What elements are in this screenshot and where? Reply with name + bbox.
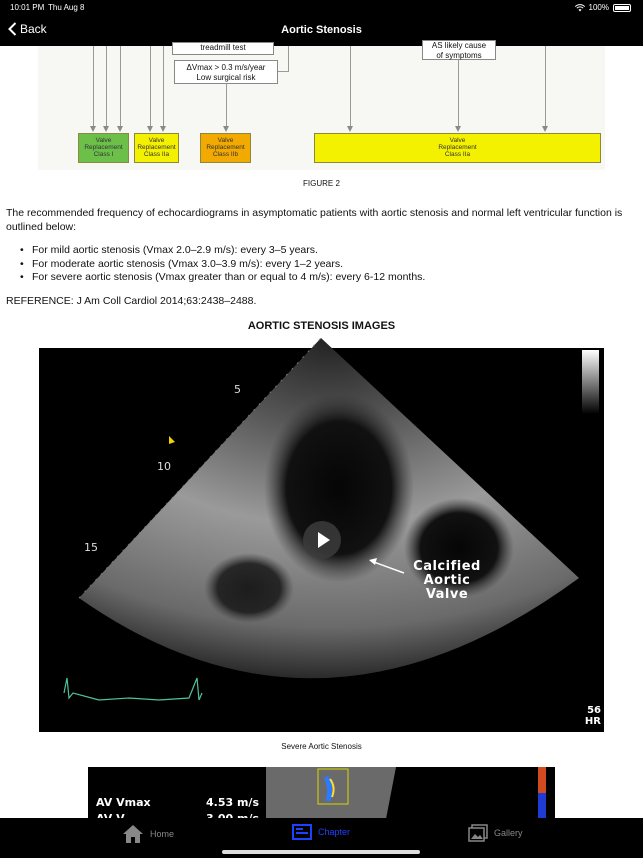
class-iia-line1: Valve — [148, 137, 165, 144]
echo-caption: Severe Aortic Stenosis — [281, 742, 362, 751]
connector-line — [458, 60, 459, 130]
connector-line — [545, 46, 546, 130]
av-vmax-label: AV Vmax — [96, 796, 151, 809]
class-i-line1: Valve — [95, 137, 112, 144]
av-vmax-row — [96, 796, 259, 809]
arrowhead — [347, 126, 353, 132]
class-iib-line2: Replacement — [206, 144, 245, 151]
connector-line — [350, 46, 351, 130]
intro-paragraph: The recommended frequency of echocardiograms in asymptomatic patients with aortic stenosis and normal left ventricular function is outlined below: — [6, 207, 623, 233]
list-item: • For severe aortic stenosis (Vmax greater than or equal to 4 m/s): every 6-12 months. — [20, 271, 425, 285]
echo-video[interactable] — [39, 348, 604, 732]
grayscale-bar — [582, 350, 599, 414]
arrowhead — [542, 126, 548, 132]
vmax-line1: ΔVmax > 0.3 m/s/year — [186, 63, 266, 72]
battery-percent: 100% — [588, 3, 609, 12]
section-title: AORTIC STENOSIS IMAGES — [247, 320, 396, 332]
list-item: • For mild aortic stenosis (Vmax 2.0–2.9 m/s): every 3–5 years. — [20, 244, 425, 258]
connector-line — [288, 46, 289, 72]
as-symptoms-box — [422, 40, 496, 60]
label-line1: Calcified — [413, 559, 481, 574]
depth-marker-5: 5 — [234, 383, 241, 396]
tab-gallery-label: Gallery — [494, 828, 523, 838]
as-line2: of symptoms — [436, 51, 482, 60]
status-date: Thu Aug 8 — [48, 3, 85, 12]
status-right — [575, 3, 631, 12]
tab-chapter[interactable] — [292, 824, 350, 840]
as-line1: AS likely cause — [431, 41, 487, 50]
arrowhead — [223, 126, 229, 132]
tab-home-label: Home — [150, 829, 175, 839]
tab-chapter-label: Chapter — [318, 827, 351, 837]
label-line3: Valve — [425, 587, 469, 602]
frequency-list — [20, 244, 425, 285]
class-iia-box — [134, 133, 179, 163]
class-iia-line2: Replacement — [137, 144, 176, 151]
class-iib-box — [200, 133, 251, 163]
home-icon — [122, 824, 144, 844]
status-time: 10:01 PM — [10, 3, 45, 12]
battery-icon — [613, 4, 631, 12]
connector-line — [120, 46, 121, 130]
av-vmax-value: 4.53 m/s — [206, 796, 259, 809]
class-iia-wide-line1: Valve — [449, 137, 466, 144]
arrowhead — [103, 126, 109, 132]
play-button[interactable] — [303, 521, 341, 559]
class-i-line2: Replacement — [84, 144, 123, 151]
connector-line — [93, 46, 94, 130]
depth-marker-15: 15 — [84, 541, 98, 554]
tab-bar — [0, 818, 643, 858]
class-iib-line3: Class IIb — [212, 151, 239, 158]
connector-line — [106, 46, 107, 130]
tab-home[interactable] — [122, 824, 174, 844]
tab-gallery[interactable] — [468, 824, 523, 842]
connector-line — [226, 84, 227, 130]
connector-line — [150, 46, 151, 130]
treadmill-box — [172, 42, 274, 55]
vmax-box — [174, 60, 278, 84]
figure-caption: FIGURE 2 — [303, 179, 340, 188]
reference-text: REFERENCE: J Am Coll Cardiol 2014;63:2438–2488. — [6, 295, 257, 307]
class-iia-wide-line3: Class IIa — [444, 151, 471, 158]
arrowhead — [160, 126, 166, 132]
class-iia-line3: Class IIa — [143, 151, 170, 158]
home-indicator — [222, 850, 420, 854]
chapter-icon — [292, 824, 312, 840]
label-line2: Aortic — [423, 573, 471, 588]
vmax-line2: Low surgical risk — [196, 73, 256, 82]
connector-line — [163, 46, 164, 130]
gallery-icon — [468, 824, 488, 842]
flowchart-figure — [38, 41, 605, 170]
calcified-valve-label — [407, 560, 487, 602]
class-iia-wide-box — [314, 133, 601, 163]
doppler-image[interactable] — [88, 767, 555, 819]
arrowhead — [455, 126, 461, 132]
treadmill-text: treadmill test — [200, 43, 246, 52]
hr-unit: HR — [584, 716, 601, 727]
class-i-line3: Class I — [93, 151, 114, 158]
class-iib-line1: Valve — [217, 137, 234, 144]
heart-rate — [585, 705, 601, 727]
class-iia-wide-line2: Replacement — [438, 144, 477, 151]
arrowhead — [147, 126, 153, 132]
class-i-box — [78, 133, 129, 163]
status-bar — [0, 0, 643, 14]
wifi-icon — [575, 4, 585, 12]
top-bar — [0, 0, 643, 46]
list-item: • For moderate aortic stenosis (Vmax 3.0–3.9 m/s): every 1–2 years. — [20, 258, 425, 272]
doppler-scan — [266, 767, 555, 819]
depth-marker-10: 10 — [157, 460, 171, 473]
back-label: Back — [20, 22, 47, 36]
page-title: Aortic Stenosis — [281, 24, 362, 36]
hr-value: 56 — [587, 705, 601, 716]
arrowhead — [117, 126, 123, 132]
arrowhead — [90, 126, 96, 132]
